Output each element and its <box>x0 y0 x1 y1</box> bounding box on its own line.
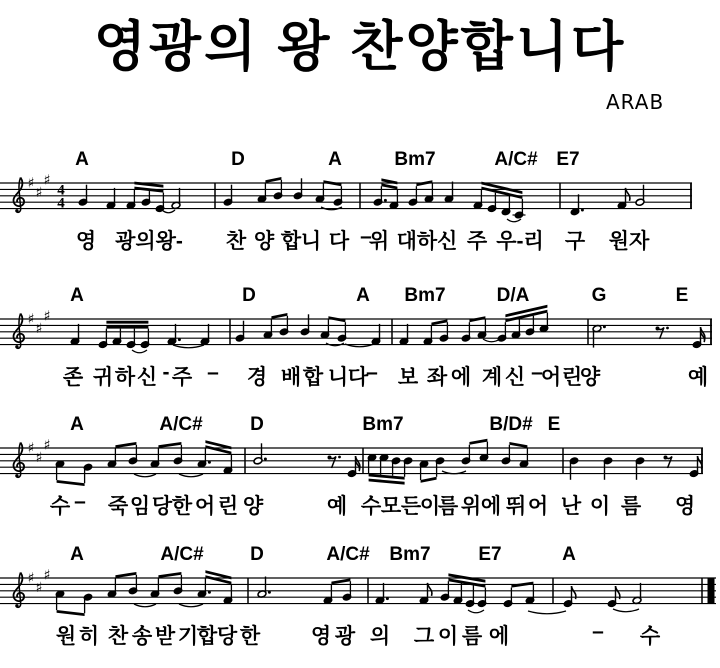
chord-symbol: D/A <box>496 285 530 306</box>
lyric-syllable: 주 <box>466 230 488 253</box>
lyric-syllable: 에 <box>480 495 502 518</box>
lyric-syllable: 린 <box>217 495 239 518</box>
chord-symbol: E7 <box>556 149 580 170</box>
svg-text:♯: ♯ <box>35 450 43 467</box>
lyric-syllable: 든 <box>400 495 422 518</box>
lyric-syllable: 귀 <box>92 366 114 389</box>
lyric-syllable: – <box>207 361 219 384</box>
lyric-syllable: 그 <box>413 625 435 648</box>
lyric-syllable: 예 <box>687 366 709 389</box>
lyric-syllable: 합 <box>302 366 324 389</box>
lyric-syllable: 존 <box>62 366 84 389</box>
lyric-syllable: 한 <box>239 625 261 648</box>
song-title: 영광의 왕 찬양합니다 <box>93 17 627 77</box>
svg-text:♯: ♯ <box>27 311 35 328</box>
svg-text:♯: ♯ <box>27 440 35 457</box>
lyric-syllable: 영 <box>75 230 97 253</box>
chord-symbol: D <box>250 544 264 565</box>
lyric-syllable: 광 <box>334 625 356 648</box>
lyric-syllable: 양 <box>253 230 275 253</box>
lyric-syllable: 다 <box>328 230 350 253</box>
lyric-syllable: 수 <box>639 625 661 648</box>
lyric-syllable: 영 <box>310 625 332 648</box>
chord-symbol: A <box>70 544 84 565</box>
lyric-syllable: 경 <box>246 366 268 389</box>
lyric-syllable: 예 <box>326 495 348 518</box>
lyric-syllable: - <box>162 361 170 384</box>
chord-symbol: E <box>675 285 689 306</box>
svg-text:♯: ♯ <box>43 308 51 325</box>
lyric-syllable: 신 <box>136 366 158 389</box>
lyric-syllable: 에 <box>450 366 472 389</box>
lyric-syllable: 원 <box>55 625 77 648</box>
lyric-syllable: 니 <box>327 366 349 389</box>
lyric-syllable: 기 <box>177 625 199 648</box>
lyric-syllable: 린 <box>561 366 583 389</box>
lyric-syllable: 난 <box>560 495 582 518</box>
lyric-syllable: 뛰 <box>505 495 527 518</box>
lyric-syllable: 원자 <box>608 230 650 253</box>
lyric-syllable: 찬 <box>107 625 129 648</box>
chord-symbol: Bm7 <box>389 544 431 565</box>
lyric-syllable: – <box>74 490 86 513</box>
lyric-syllable: 좌 <box>426 366 448 389</box>
lyric-syllable: 위 <box>460 495 482 518</box>
lyric-syllable: – <box>531 361 543 384</box>
lyric-syllable: 이 <box>589 495 611 518</box>
lyric-syllable: 수 <box>360 495 382 518</box>
lyric-syllable: 당 <box>216 625 238 648</box>
chord-symbol: E <box>547 414 561 435</box>
lyric-syllable: 송 <box>131 625 153 648</box>
lyric-syllable: 어 <box>540 366 562 389</box>
svg-text:♯: ♯ <box>43 437 51 454</box>
lyric-syllable: 름 <box>620 495 642 518</box>
chord-symbol: B/D# <box>489 414 533 435</box>
chord-symbol: D <box>250 414 264 435</box>
lyric-syllable: 수 <box>49 495 71 518</box>
lyric-syllable: 대하신 <box>396 230 458 253</box>
chord-symbol: A/C# <box>160 544 204 565</box>
chord-symbol: A/C# <box>159 414 203 435</box>
chord-symbol: A <box>356 285 370 306</box>
lyric-syllable: 광의왕- <box>115 230 183 253</box>
chord-symbol: A/C# <box>326 544 370 565</box>
lyric-syllable: 히 <box>78 625 100 648</box>
lyric-syllable: 양 <box>579 366 601 389</box>
lyric-syllable: 어 <box>527 495 549 518</box>
lyric-syllable: 배 <box>280 366 302 389</box>
svg-text:♯: ♯ <box>27 175 35 192</box>
lyric-syllable: 모 <box>380 495 402 518</box>
lyric-syllable: 합 <box>280 230 302 253</box>
chord-symbol: Bm7 <box>404 285 446 306</box>
lyric-syllable: 당 <box>151 495 173 518</box>
lyric-syllable: 우-리 <box>496 230 544 253</box>
lyric-syllable: 신 <box>504 366 526 389</box>
svg-text:♯: ♯ <box>43 172 51 189</box>
lyric-syllable: 주 <box>171 366 193 389</box>
lyric-syllable: 받 <box>154 625 176 648</box>
arranger-label: ARAB <box>606 90 665 114</box>
lyric-syllable: 어 <box>194 495 216 518</box>
lyric-syllable: 양 <box>242 495 264 518</box>
chord-symbol: Bm7 <box>362 414 404 435</box>
lyric-syllable: 죽 <box>107 495 129 518</box>
chord-symbol: D <box>242 285 256 306</box>
lyric-syllable: 에 <box>488 625 510 648</box>
chord-symbol: A <box>328 149 342 170</box>
svg-text:4: 4 <box>57 195 65 212</box>
lyric-syllable: 한 <box>171 495 193 518</box>
svg-text:♯: ♯ <box>35 185 43 202</box>
svg-text:♯: ♯ <box>27 570 35 587</box>
lyric-syllable: 하 <box>114 366 136 389</box>
chord-symbol: A <box>70 414 84 435</box>
lyric-syllable: 이 <box>437 625 459 648</box>
svg-text:♯: ♯ <box>35 321 43 338</box>
chord-symbol: A <box>75 149 89 170</box>
chord-symbol: D <box>231 149 245 170</box>
lyric-syllable: 니 <box>300 230 322 253</box>
lyric-syllable: – <box>366 361 378 384</box>
lyric-syllable: 이 <box>419 495 441 518</box>
lyric-syllable: 임 <box>129 495 151 518</box>
lyric-syllable: 영 <box>674 495 696 518</box>
svg-text:♯: ♯ <box>43 567 51 584</box>
lyric-syllable: 위 <box>368 230 390 253</box>
chord-symbol: A <box>562 544 576 565</box>
svg-text:4: 4 <box>57 182 65 199</box>
chord-symbol: A <box>70 285 84 306</box>
lyric-syllable: – <box>592 620 604 643</box>
lyric-syllable: 구 <box>564 230 586 253</box>
lyric-syllable: 합 <box>196 625 218 648</box>
lyric-syllable: 름 <box>461 625 483 648</box>
lyric-syllable: 보 <box>397 366 419 389</box>
chord-symbol: Bm7 <box>394 149 436 170</box>
svg-text:♯: ♯ <box>35 580 43 597</box>
chord-symbol: A/C# <box>494 149 538 170</box>
lyric-syllable: 다 <box>347 366 369 389</box>
lyric-syllable: – <box>360 225 372 248</box>
lyric-syllable: 찬 <box>225 230 247 253</box>
lyric-syllable: 의 <box>369 625 391 648</box>
lyric-syllable: 름 <box>437 495 459 518</box>
lyric-syllable: 계 <box>481 366 503 389</box>
chord-symbol: E7 <box>478 544 502 565</box>
chord-symbol: G <box>591 285 607 306</box>
